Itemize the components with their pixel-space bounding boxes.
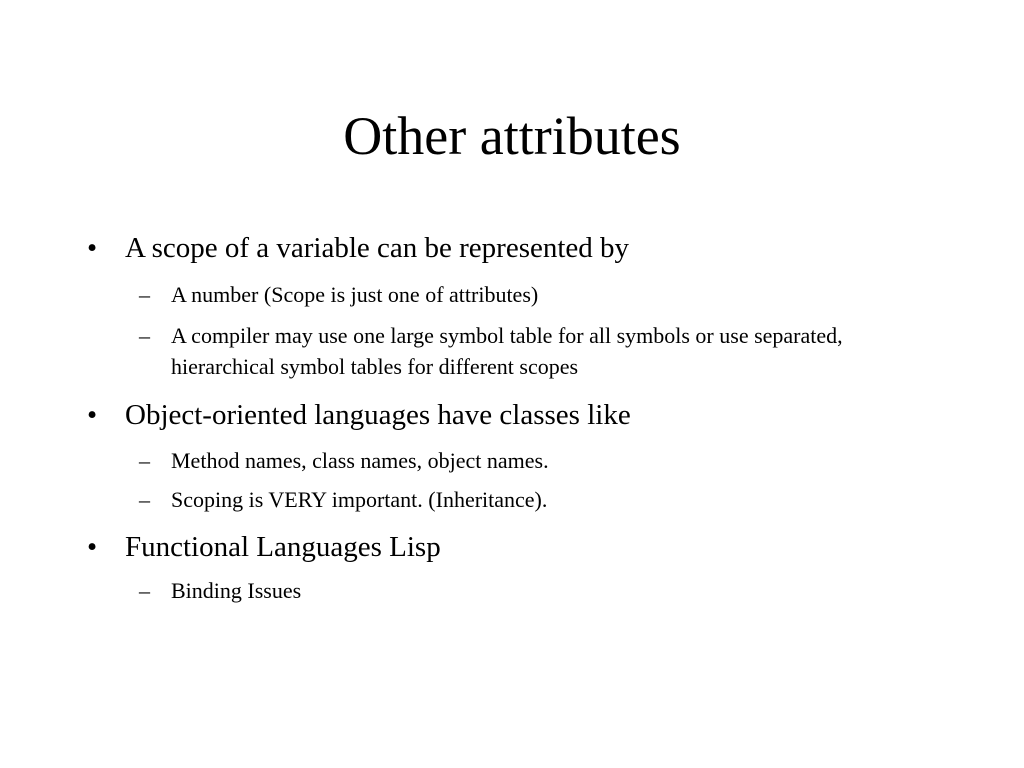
sub-bullet-item: [139, 484, 951, 515]
sub-bullet-item: [139, 320, 951, 382]
bullet-marker: •: [87, 232, 98, 264]
sub-bullet-text: A number (Scope is just one of attributes): [171, 282, 539, 307]
bullet-text: A scope of a variable can be represented by: [125, 232, 630, 264]
sub-bullet-text: Method names, class names, object names.: [171, 448, 549, 473]
bullet-text: Object-oriented languages have classes like: [125, 399, 631, 431]
sub-bullet-item: [139, 445, 951, 476]
sub-bullet-marker: –: [139, 282, 150, 307]
bullet-item: [87, 231, 945, 265]
sub-bullet-text: Scoping is VERY important. (Inheritance).: [171, 487, 548, 512]
sub-bullet-text: A compiler may use one large symbol table for all symbols or use separated, hierarchical symbol tables for different scopes: [171, 323, 843, 379]
bullet-item: [87, 398, 945, 432]
sub-bullet-marker: –: [139, 487, 150, 512]
sub-bullet-item: [139, 575, 951, 606]
sub-bullet-item: [139, 279, 951, 310]
sub-bullet-marker: –: [139, 578, 150, 603]
bullet-text: Functional Languages Lisp: [125, 531, 441, 563]
bullet-marker: •: [87, 531, 98, 563]
sub-bullet-marker: –: [139, 448, 150, 473]
slide-title: Other attributes: [343, 106, 681, 166]
bullet-item: [87, 530, 945, 564]
sub-bullet-marker: –: [139, 323, 150, 348]
bullet-marker: •: [87, 399, 98, 431]
sub-bullet-text: Binding Issues: [171, 578, 302, 603]
